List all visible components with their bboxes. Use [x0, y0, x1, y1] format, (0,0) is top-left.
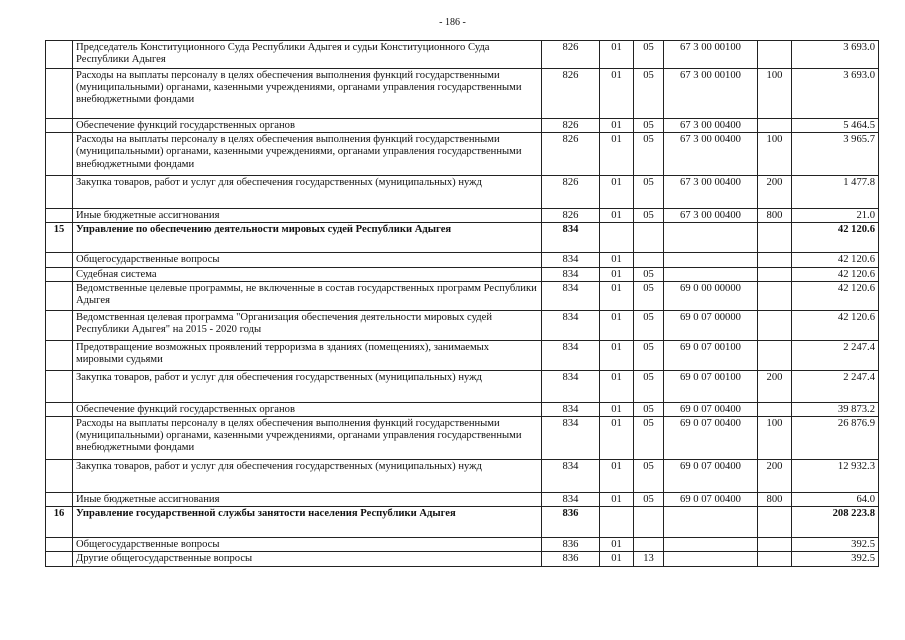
item-name-cell: Председатель Конституционного Суда Республики Адыгея и судьи Конституционного Суда Республики Адыгея	[73, 41, 542, 69]
target-article-cell	[664, 507, 758, 538]
expense-type-cell: 800	[758, 493, 792, 507]
item-name-cell: Закупка товаров, работ и услуг для обеспечения государственных (муниципальных) нужд	[73, 460, 542, 493]
row-number-cell: 16	[46, 507, 73, 538]
target-article-cell: 69 0 07 00100	[664, 370, 758, 402]
item-name-cell: Судебная система	[73, 267, 542, 281]
row-number-cell	[46, 281, 73, 310]
section-code-cell: 01	[600, 310, 634, 340]
table-row	[46, 460, 879, 493]
target-article-cell	[664, 552, 758, 566]
section-code-cell: 01	[600, 69, 634, 119]
subsection-code-cell	[634, 253, 664, 267]
table-row	[46, 223, 879, 253]
subsection-code-cell: 05	[634, 340, 664, 370]
row-number-cell	[46, 402, 73, 416]
department-code-cell: 834	[542, 402, 600, 416]
department-code-cell: 836	[542, 507, 600, 538]
table-row	[46, 370, 879, 402]
department-code-cell: 834	[542, 267, 600, 281]
department-code-cell: 826	[542, 209, 600, 223]
expense-type-cell	[758, 119, 792, 133]
section-code-cell	[600, 507, 634, 538]
department-code-cell: 826	[542, 69, 600, 119]
table-row	[46, 493, 879, 507]
expense-type-cell	[758, 310, 792, 340]
target-article-cell: 69 0 00 00000	[664, 281, 758, 310]
department-code-cell: 834	[542, 281, 600, 310]
section-code-cell	[600, 223, 634, 253]
amount-cell: 3 693.0	[792, 69, 879, 119]
amount-cell: 42 120.6	[792, 223, 879, 253]
row-number-cell	[46, 69, 73, 119]
section-code-cell: 01	[600, 253, 634, 267]
section-code-cell: 01	[600, 417, 634, 460]
department-code-cell: 834	[542, 253, 600, 267]
subsection-code-cell	[634, 538, 664, 552]
table-row	[46, 402, 879, 416]
department-code-cell: 834	[542, 460, 600, 493]
row-number-cell	[46, 460, 73, 493]
table-row	[46, 69, 879, 119]
section-code-cell: 01	[600, 209, 634, 223]
expense-type-cell	[758, 41, 792, 69]
item-name-cell: Общегосударственные вопросы	[73, 253, 542, 267]
budget-table	[45, 40, 879, 567]
expense-type-cell: 800	[758, 209, 792, 223]
expense-type-cell	[758, 340, 792, 370]
subsection-code-cell: 05	[634, 417, 664, 460]
section-code-cell: 01	[600, 460, 634, 493]
target-article-cell: 69 0 07 00400	[664, 402, 758, 416]
subsection-code-cell: 05	[634, 41, 664, 69]
target-article-cell: 69 0 07 00100	[664, 340, 758, 370]
subsection-code-cell: 05	[634, 69, 664, 119]
expense-type-cell	[758, 253, 792, 267]
page-number: - 186 -	[439, 17, 466, 28]
row-number-cell	[46, 253, 73, 267]
expense-type-cell	[758, 507, 792, 538]
target-article-cell: 69 0 07 00000	[664, 310, 758, 340]
item-name-cell: Расходы на выплаты персоналу в целях обеспечения выполнения функций государственными (муниципальными) органами, казенными учреждениями, органами управления государственными внебюджетными фондами	[73, 133, 542, 176]
subsection-code-cell: 05	[634, 133, 664, 176]
target-article-cell	[664, 267, 758, 281]
item-name-cell: Управление государственной службы занятости населения Республики Адыгея	[73, 507, 542, 538]
row-number-cell	[46, 119, 73, 133]
target-article-cell: 67 3 00 00400	[664, 119, 758, 133]
table-row	[46, 41, 879, 69]
table-row	[46, 267, 879, 281]
section-code-cell: 01	[600, 133, 634, 176]
item-name-cell: Ведомственные целевые программы, не включенные в состав государственных программ Республики Адыгея	[73, 281, 542, 310]
row-number-cell	[46, 133, 73, 176]
amount-cell: 42 120.6	[792, 281, 879, 310]
row-number-cell	[46, 267, 73, 281]
expense-type-cell: 100	[758, 417, 792, 460]
target-article-cell: 67 3 00 00100	[664, 69, 758, 119]
item-name-cell: Обеспечение функций государственных органов	[73, 119, 542, 133]
table-body	[46, 41, 879, 567]
expense-type-cell: 200	[758, 176, 792, 209]
row-number-cell	[46, 209, 73, 223]
target-article-cell	[664, 223, 758, 253]
item-name-cell: Расходы на выплаты персоналу в целях обеспечения выполнения функций государственными (муниципальными) органами, казенными учреждениями, органами управления государственными внебюджетными фондами	[73, 69, 542, 119]
subsection-code-cell: 05	[634, 493, 664, 507]
row-number-cell	[46, 417, 73, 460]
target-article-cell: 67 3 00 00400	[664, 209, 758, 223]
amount-cell: 2 247.4	[792, 340, 879, 370]
target-article-cell: 69 0 07 00400	[664, 417, 758, 460]
section-code-cell: 01	[600, 281, 634, 310]
subsection-code-cell: 05	[634, 176, 664, 209]
target-article-cell: 67 3 00 00400	[664, 133, 758, 176]
expense-type-cell: 100	[758, 133, 792, 176]
row-number-cell	[46, 552, 73, 566]
section-code-cell: 01	[600, 370, 634, 402]
amount-cell: 64.0	[792, 493, 879, 507]
department-code-cell: 834	[542, 417, 600, 460]
section-code-cell: 01	[600, 176, 634, 209]
target-article-cell: 67 3 00 00100	[664, 41, 758, 69]
table-row	[46, 552, 879, 566]
row-number-cell	[46, 176, 73, 209]
table-row	[46, 538, 879, 552]
target-article-cell: 67 3 00 00400	[664, 176, 758, 209]
amount-cell: 39 873.2	[792, 402, 879, 416]
table-row	[46, 119, 879, 133]
amount-cell: 392.5	[792, 552, 879, 566]
table-row	[46, 209, 879, 223]
department-code-cell: 826	[542, 41, 600, 69]
item-name-cell: Управление по обеспечению деятельности мировых судей Республики Адыгея	[73, 223, 542, 253]
amount-cell: 42 120.6	[792, 253, 879, 267]
department-code-cell: 834	[542, 370, 600, 402]
item-name-cell: Общегосударственные вопросы	[73, 538, 542, 552]
expense-type-cell	[758, 281, 792, 310]
department-code-cell: 826	[542, 133, 600, 176]
item-name-cell: Закупка товаров, работ и услуг для обеспечения государственных (муниципальных) нужд	[73, 176, 542, 209]
item-name-cell: Закупка товаров, работ и услуг для обеспечения государственных (муниципальных) нужд	[73, 370, 542, 402]
item-name-cell: Ведомственная целевая программа "Организация обеспечения деятельности мировых судей Республики Адыгея" на 2015 - 2020 годы	[73, 310, 542, 340]
department-code-cell: 836	[542, 538, 600, 552]
row-number-cell	[46, 340, 73, 370]
amount-cell: 21.0	[792, 209, 879, 223]
subsection-code-cell: 05	[634, 402, 664, 416]
target-article-cell	[664, 253, 758, 267]
department-code-cell: 834	[542, 223, 600, 253]
amount-cell: 12 932.3	[792, 460, 879, 493]
expense-type-cell	[758, 538, 792, 552]
section-code-cell: 01	[600, 119, 634, 133]
department-code-cell: 826	[542, 176, 600, 209]
section-code-cell: 01	[600, 41, 634, 69]
department-code-cell: 834	[542, 340, 600, 370]
subsection-code-cell	[634, 223, 664, 253]
amount-cell: 3 965.7	[792, 133, 879, 176]
table-row	[46, 417, 879, 460]
section-code-cell: 01	[600, 493, 634, 507]
section-code-cell: 01	[600, 402, 634, 416]
subsection-code-cell: 05	[634, 370, 664, 402]
subsection-code-cell: 05	[634, 267, 664, 281]
expense-type-cell	[758, 223, 792, 253]
subsection-code-cell: 13	[634, 552, 664, 566]
amount-cell: 42 120.6	[792, 267, 879, 281]
table-row	[46, 176, 879, 209]
row-number-cell	[46, 370, 73, 402]
row-number-cell	[46, 538, 73, 552]
amount-cell: 208 223.8	[792, 507, 879, 538]
row-number-cell	[46, 493, 73, 507]
subsection-code-cell: 05	[634, 460, 664, 493]
expense-type-cell	[758, 402, 792, 416]
section-code-cell: 01	[600, 267, 634, 281]
subsection-code-cell: 05	[634, 209, 664, 223]
amount-cell: 3 693.0	[792, 41, 879, 69]
row-number-cell: 15	[46, 223, 73, 253]
subsection-code-cell: 05	[634, 281, 664, 310]
amount-cell: 2 247.4	[792, 370, 879, 402]
amount-cell: 392.5	[792, 538, 879, 552]
subsection-code-cell	[634, 507, 664, 538]
table-row	[46, 133, 879, 176]
expense-type-cell: 100	[758, 69, 792, 119]
item-name-cell: Обеспечение функций государственных органов	[73, 402, 542, 416]
row-number-cell	[46, 310, 73, 340]
item-name-cell: Иные бюджетные ассигнования	[73, 493, 542, 507]
table-row	[46, 310, 879, 340]
expense-type-cell: 200	[758, 460, 792, 493]
target-article-cell: 69 0 07 00400	[664, 493, 758, 507]
target-article-cell: 69 0 07 00400	[664, 460, 758, 493]
subsection-code-cell: 05	[634, 119, 664, 133]
department-code-cell: 834	[542, 310, 600, 340]
expense-type-cell	[758, 552, 792, 566]
expense-type-cell	[758, 267, 792, 281]
amount-cell: 42 120.6	[792, 310, 879, 340]
item-name-cell: Другие общегосударственные вопросы	[73, 552, 542, 566]
row-number-cell	[46, 41, 73, 69]
table-row	[46, 281, 879, 310]
table-row	[46, 253, 879, 267]
amount-cell: 5 464.5	[792, 119, 879, 133]
target-article-cell	[664, 538, 758, 552]
section-code-cell: 01	[600, 552, 634, 566]
section-code-cell: 01	[600, 538, 634, 552]
amount-cell: 1 477.8	[792, 176, 879, 209]
item-name-cell: Предотвращение возможных проявлений терроризма в зданиях (помещениях), занимаемых мировыми судьями	[73, 340, 542, 370]
amount-cell: 26 876.9	[792, 417, 879, 460]
department-code-cell: 826	[542, 119, 600, 133]
table-row	[46, 340, 879, 370]
item-name-cell: Расходы на выплаты персоналу в целях обеспечения выполнения функций государственными (муниципальными) органами, казенными учреждениями, органами управления государственными внебюджетными фондами	[73, 417, 542, 460]
item-name-cell: Иные бюджетные ассигнования	[73, 209, 542, 223]
department-code-cell: 834	[542, 493, 600, 507]
expense-type-cell: 200	[758, 370, 792, 402]
department-code-cell: 836	[542, 552, 600, 566]
subsection-code-cell: 05	[634, 310, 664, 340]
section-code-cell: 01	[600, 340, 634, 370]
table-row	[46, 507, 879, 538]
